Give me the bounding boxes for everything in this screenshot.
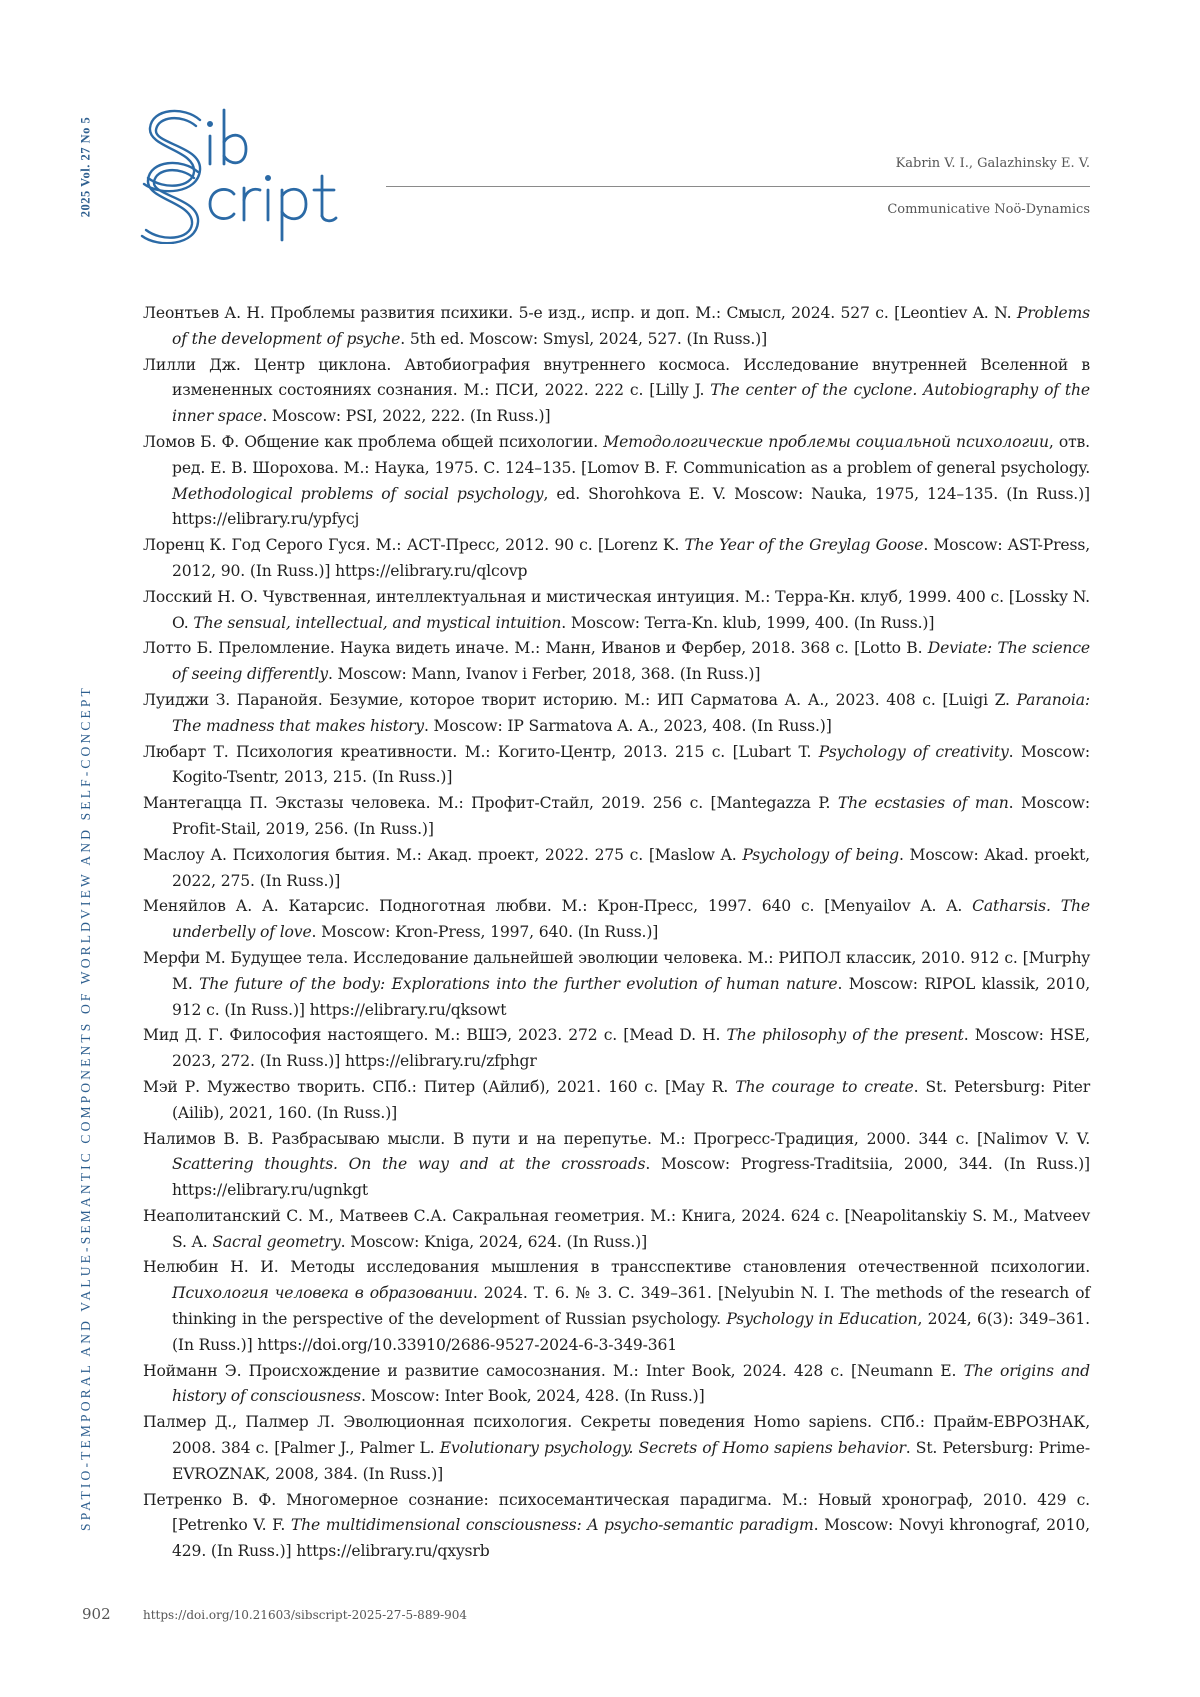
reference-title: Problems of the development of psyche (172, 304, 1090, 348)
reference-text: Мерфи М. Будущее тела. Исследование дальнейшей эволюции человека. М.: РИПОЛ классик, 2010. 912 с. [Murphy M. (143, 948, 1090, 993)
reference-text: Леонтьев А. Н. Проблемы развития психики. 5-е изд., испр. и доп. М.: Смысл, 2024. 527 с. [Leontiev A. N. (143, 304, 1017, 322)
reference-entry (143, 301, 1090, 353)
sibscript-logo (140, 104, 390, 244)
reference-title: Психология человека в образовании (172, 1284, 473, 1303)
reference-title: The origins and history of consciousness (172, 1361, 1090, 1406)
reference-text: Луиджи З. Паранойя. Безумие, которое творит историю. М.: ИП Сарматова А. А., 2023. 408 с. [Luigi Z. (143, 690, 1017, 709)
reference-text: . Moscow: Progress-Traditsiia, 2000, 344. (In Russ.)] https://elibrary.ru/ugnkgt (172, 1155, 1090, 1200)
reference-entry (143, 843, 1090, 895)
reference-text: Мэй Р. Мужество творить. СПб.: Питер (Айлиб), 2021. 160 с. [May R. (143, 1077, 736, 1096)
reference-list (143, 301, 1090, 1565)
reference-text: . Moscow: Inter Book, 2024, 428. (In Russ.)] (361, 1387, 705, 1406)
reference-text: . Moscow: Kogito-Tsentr, 2013, 215. (In Russ.)] (172, 742, 1090, 787)
reference-title: Методологические проблемы социальной психологии (603, 432, 1049, 451)
reference-entry (143, 353, 1090, 430)
reference-title: The ecstasies of man (837, 794, 1009, 813)
reference-text: Лотто Б. Преломление. Наука видеть иначе. М.: Манн, Иванов и Фербер, 2018. 368 с. [Lotto B. (143, 639, 928, 658)
reference-title: Sacral geometry (212, 1232, 341, 1251)
reference-text: Ломов Б. Ф. Общение как проблема общей психологии. (143, 432, 604, 451)
header-section-title: Communicative Noö-Dynamics (887, 202, 1090, 217)
reference-title: Evolutionary psychology. Secrets of Homo sapiens behavior (439, 1439, 906, 1458)
reference-title: The philosophy of the present (726, 1026, 964, 1045)
reference-text: . Moscow: Kron-Press, 1997, 640. (In Russ.)] (311, 923, 659, 942)
reference-title: Deviate: The science of seeing differently (172, 639, 1090, 684)
reference-text: Палмер Д., Палмер Л. Эволюционная психология. Секреты поведения Homo sapiens. СПб.: Прайм-ЕВРОЗНАК, 2008. 384 с. [Palmer J., Palmer L. (143, 1413, 1090, 1458)
reference-title: The Year of the Greylag Goose (684, 536, 924, 555)
reference-title: The center of the cyclone. Autobiography of the inner space (172, 381, 1091, 426)
reference-title: Psychology in Education (726, 1310, 918, 1329)
reference-entry (143, 1359, 1090, 1411)
reference-entry (143, 585, 1090, 637)
reference-entry (143, 533, 1090, 585)
reference-text: , ed. Shorohkova E. V. Moscow: Nauka, 1975, 124–135. (In Russ.)] https://elibrary.ru/ypfycj (172, 484, 1090, 529)
reference-title: Psychology of being (742, 845, 899, 864)
reference-entry (143, 688, 1090, 740)
reference-text: . Moscow: Novyi khronograf, 2010, 429. (In Russ.)] https://elibrary.ru/qxysrb (172, 1516, 1090, 1561)
reference-text: . Moscow: Kniga, 2024, 624. (In Russ.)] (340, 1232, 648, 1251)
reference-entry (143, 1255, 1090, 1358)
reference-text: Лилли Дж. Центр циклона. Автобиография внутреннего космоса. Исследование внутренней Вселенной в измененных состояниях сознания. М.: ПСИ, 2022. 222 с. [Lilly J. (143, 355, 1090, 400)
reference-text: . St. Petersburg: Piter (Ailib), 2021, 160. (In Russ.)] (172, 1077, 1090, 1122)
journal-volume-label (74, 108, 98, 226)
reference-text: Лосский Н. О. Чувственная, интеллектуальная и мистическая интуиция. М.: Терра-Кн. клуб, 1999. 400 с. [Lossky N. O. (143, 587, 1090, 632)
header-divider (386, 186, 1090, 187)
header-authors: Kabrin V. I., Galazhinsky E. V. (895, 156, 1090, 171)
reference-entry (143, 1127, 1090, 1204)
reference-text: . Moscow: Mann, Ivanov i Ferber, 2018, 368. (In Russ.)] (327, 665, 761, 684)
reference-entry (143, 1023, 1090, 1075)
reference-text: Меняйлов А. А. Катарсис. Подноготная любви. М.: Крон-Пресс, 1997. 640 с. [Menyailov A. A. (143, 897, 973, 916)
reference-text: Мантегацца П. Экстазы человека. М.: Профит-Стайл, 2019. 256 с. [Mantegazza P. (143, 794, 838, 813)
reference-text: Нелюбин Н. И. Методы исследования мышления в трансспективе становления отечественной психологии. (143, 1258, 1090, 1277)
reference-title: The multidimensional consciousness: A psycho-semantic paradigm (290, 1516, 814, 1535)
reference-text: , 2024, 6(3): 349–361. (In Russ.)] https://doi.org/10.33910/2686-9527-2024-6-3-349-361 (172, 1310, 1090, 1354)
reference-text: Налимов В. В. Разбрасываю мысли. В пути и на перепутье. М.: Прогресс-Традиция, 2000. 344 с. [Nalimov V. V. (143, 1129, 1090, 1148)
reference-title: The courage to create (735, 1077, 914, 1096)
reference-entry (143, 740, 1090, 792)
page-number: 902 (82, 1605, 111, 1623)
reference-text: . Moscow: Terra-Kn. klub, 1999, 400. (In Russ.)] (561, 613, 935, 632)
reference-title: The future of the body: Explorations into the further evolution of human nature (199, 974, 838, 993)
reference-text: . St. Petersburg: Prime-EVROZNAK, 2008, 384. (In Russ.)] (172, 1439, 1090, 1483)
reference-text: Маслоу А. Психология бытия. М.: Акад. проект, 2022. 275 с. [Maslow A. (143, 845, 743, 864)
reference-title: Methodological problems of social psychology (172, 484, 544, 503)
reference-title: Scattering thoughts. On the way and at the crossroads (172, 1155, 646, 1174)
reference-entry (143, 791, 1090, 843)
doi-link[interactable]: https://doi.org/10.21603/sibscript-2025-27-5-889-904 (143, 1608, 468, 1622)
reference-text: Нойманн Э. Происхождение и развитие самосознания. М.: Inter Book, 2024. 428 с. [Neumann E. (143, 1361, 964, 1380)
reference-text: Лоренц К. Год Серого Гуся. М.: АСТ-Пресс, 2012. 90 с. [Lorenz K. (143, 536, 685, 555)
reference-text: . Moscow: IP Sarmatova A. A., 2023, 408. (In Russ.)] (423, 716, 832, 735)
reference-text: . 5th ed. Moscow: Smysl, 2024, 527. (In Russ.)] (400, 329, 768, 348)
running-title-text: SPATIO-TEMPORAL AND VALUE-SEMANTIC COMPONENTS OF WORLDVIEW AND SELF-CONCEPT (78, 685, 93, 1531)
reference-text: . Moscow: HSE, 2023, 272. (In Russ.)] https://elibrary.ru/zfphgr (172, 1026, 1090, 1071)
reference-title: Psychology of creativity (818, 742, 1009, 761)
reference-title: Paranoia: The madness that makes history (172, 690, 1090, 735)
reference-entry (143, 430, 1090, 533)
reference-text: Петренко В. Ф. Многомерное сознание: психосемантическая парадигма. М.: Новый хронограф, 2010. 429 с. [Petrenko V. F. (143, 1490, 1090, 1535)
reference-text: . Moscow: Akad. proekt, 2022, 275. (In Russ.)] (172, 845, 1090, 890)
reference-text: . 2024. Т. 6. № 3. С. 349–361. [Nelyubin N. I. The methods of the research of thinking in the perspective of the development of Russian psychology. (172, 1284, 1090, 1329)
reference-text: . Moscow: RIPOL klassik, 2010, 912 c. (In Russ.)] https://elibrary.ru/qksowt (172, 974, 1091, 1019)
running-title (74, 648, 98, 1568)
reference-entry (143, 946, 1090, 1023)
volume-label-text: 2025 Vol. 27 No 5 (78, 116, 93, 218)
reference-entry (143, 1410, 1090, 1487)
reference-text: Любарт Т. Психология креативности. М.: Когито-Центр, 2013. 215 с. [Lubart T. (143, 742, 819, 761)
reference-text: . Moscow: AST-Press, 2012, 90. (In Russ.)] https://elibrary.ru/qlcovp (172, 536, 1090, 580)
reference-text: Мид Д. Г. Философия настоящего. М.: ВШЭ, 2023. 272 с. [Mead D. H. (143, 1026, 727, 1045)
reference-entry (143, 1075, 1090, 1127)
reference-entry (143, 1204, 1090, 1256)
reference-text: Неаполитанский С. М., Матвеев С.А. Сакральная геометрия. М.: Книга, 2024. 624 с. [Neapolitanskiy S. M., Matveev S. A. (143, 1206, 1090, 1251)
reference-entry (143, 636, 1090, 688)
reference-text: . Moscow: Profit-Stail, 2019, 256. (In Russ.)] (172, 794, 1090, 838)
reference-text: , отв. ред. Е. В. Шорохова. М.: Наука, 1975. С. 124–135. [Lomov B. F. Communication as a problem of general psychology. (172, 432, 1090, 477)
reference-text: . Moscow: PSI, 2022, 222. (In Russ.)] (262, 407, 551, 426)
reference-entry (143, 1488, 1090, 1565)
reference-entry (143, 894, 1090, 946)
reference-title: The sensual, intellectual, and mystical intuition (193, 613, 562, 632)
reference-title: Catharsis. The underbelly of love (172, 897, 1090, 942)
